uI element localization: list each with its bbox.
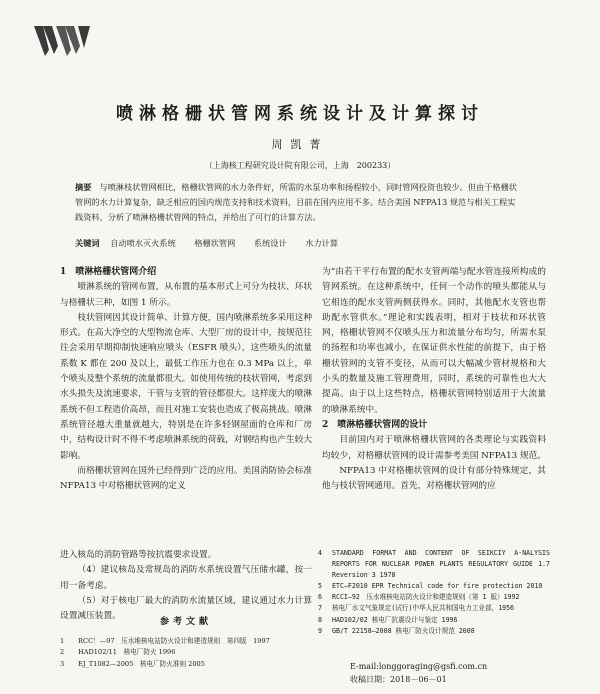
abstract-label: 摘要 [75, 182, 92, 192]
affiliation: （上海核工程研究设计院有限公司，上海 200233） [204, 161, 396, 170]
section-heading-2: 2 喷淋格栅状管网的设计 [322, 419, 428, 430]
left-column [60, 265, 312, 494]
keyword: 格栅状管网 [194, 238, 236, 248]
section-heading-1: 1 喷淋格栅状管网介绍 [60, 267, 157, 277]
reference-item: 3 EJ_T1082—2005 核电厂防火准则 2005 [60, 659, 205, 668]
keywords-label: 关键词 [75, 238, 100, 248]
paragraph: 进入核岛的消防管路等按抗震要求设置。 [60, 550, 217, 560]
reference-item: 5 ETC—F2010 EPR Technical code for fire protection 2010 [318, 582, 543, 591]
reference-list-right [318, 548, 550, 637]
contact-info [350, 660, 487, 686]
paragraph: NFPA13 中对格栅状管网的设计有部分特殊规定，其他与枝状管网通用。首先，对格栅状管网的应 [322, 465, 546, 492]
references-heading: 参考文献 [159, 617, 212, 627]
reference-item: 4 STANDARD FORMAT AND CONTENT OF SEIKCIY A-NALYSIS REPORTS FOR NUCLEAR POWER PLANTS REGULATORY GUIDE 1.7 Reversion 3 1978 [318, 549, 550, 580]
abstract-text: 与喷淋枝状管网相比，格栅状管网的水力条件好，所需的水泵功率和扬程较小，同时管网投资也较少。但由于格栅状管网的水力计算复杂，缺乏相应的国内规范支持和技术资料，目前在国内应用不多。结合美国 NFPA13 规范与相关工程实践资料，分析了喷淋格栅状管网的特点，并给出了可行的计算方法。 [75, 182, 517, 222]
reference-item: 2 HAD102/11 核电厂防火 1996 [60, 648, 176, 657]
keyword: 系统设计 [253, 238, 287, 248]
reference-item: 1 RCC！—97 压水堆核电站防火设计和建造规则 第四版 1997 [60, 637, 270, 645]
lower-left-column [60, 548, 312, 624]
abstract [75, 180, 523, 225]
paragraph: （5）对于核电厂最大的消防水流量区域，建议通过水力计算设置减压装置。 [60, 595, 312, 622]
reference-list-left [60, 636, 312, 670]
author-name: 周凯菁 [271, 138, 329, 151]
received-date: 收稿日期：2018－06－01 [350, 675, 447, 684]
email-text: E-mail:longgoraging@gsfi.com.cn [350, 662, 488, 671]
paragraph: 喷淋系统的管网布置，从布置的基本形式上可分为枝状、环状与格栅状三种，如图 1 所示。 [60, 282, 312, 308]
reference-item: 7 核电厂水文气象规定(试行)中华人民共和国电力工业部，1956 [318, 604, 515, 613]
reference-item: 6 RCCI—92 压水堆核电站防火设计和建造规则（第 1 版）1992 [318, 593, 520, 602]
keywords [75, 238, 523, 249]
paragraph: （4）建议核岛及常规岛的消防水系统设置气压储水罐，按一用一备考虑。 [60, 565, 312, 591]
reference-item: 9 GB/T 22158—2008 核电厂防火设计规范 2008 [318, 626, 475, 635]
paragraph: 目前国内对于喷淋格栅状管网的各类理论与实践资料均较少，对格栅状管网的设计需参考美国 NFPA13 规范。 [322, 435, 546, 461]
journal-logo-icon [34, 24, 92, 58]
article-title: 喷淋格栅状管网系统设计及计算探讨 [116, 104, 484, 124]
right-column [322, 265, 546, 494]
keyword: 水力计算 [305, 238, 339, 248]
keyword: 自动喷水灭火系统 [110, 238, 176, 248]
reference-item: 8 HAD102/02 核电厂抗震设计与鉴定 1996 [318, 615, 458, 624]
paragraph: 枝状管网因其设计简单、计算方便，国内喷淋系统多采用这种形式。在高大净空的大型物流仓库、大型厂房的设计中，按规范往往会采用早期抑制快速响应喷头（ESFR 喷头），这些喷头的流量系数 K 都在 200 及以上，最低工作压力也在 0.3 MPa 以上，单个喷头及整个系统的流量都很大。如使用传统的枝状管网，考虑到水头损失及流速要求，干管与支管的管径都很大。这样庞大的喷淋系统不但工程造价高昂，而且对施工安装也造成了极高挑战。喷淋系统管径越大重量就越大，特别是在许多轻钢屋面的仓库和厂房中，结构设计时不得不考虑喷淋系统的荷载，对钢结构也产生较大影响。 [60, 312, 312, 461]
paragraph: 为“由若干平行布置的配水支管两端与配水管连接所构成的管网系统。在这种系统中，任何一个动作的喷头都能从与它相连的配水支管两侧获得水。同时，其他配水支管也帮助配水管供水。”理论和实践表明，相对于枝状和环状管网，格栅状管网不仅喷头压力和流量分布均匀，所需水泵的扬程和功率也减小，在保证供水性能的前提下，由于格栅状管网的支管不变径，从而可以大幅减少管材规格和大小头的数量及施工管理费用，同时，系统的可靠性也大大提高。由于以上这些特点，格栅状管网特别适用于大流量的喷淋系统中。 [322, 267, 546, 415]
paragraph: 而格栅状管网在国外已经得到广泛的应用。美国消防协会标准 NFPA13 中对格栅状管网的定义 [60, 465, 312, 492]
